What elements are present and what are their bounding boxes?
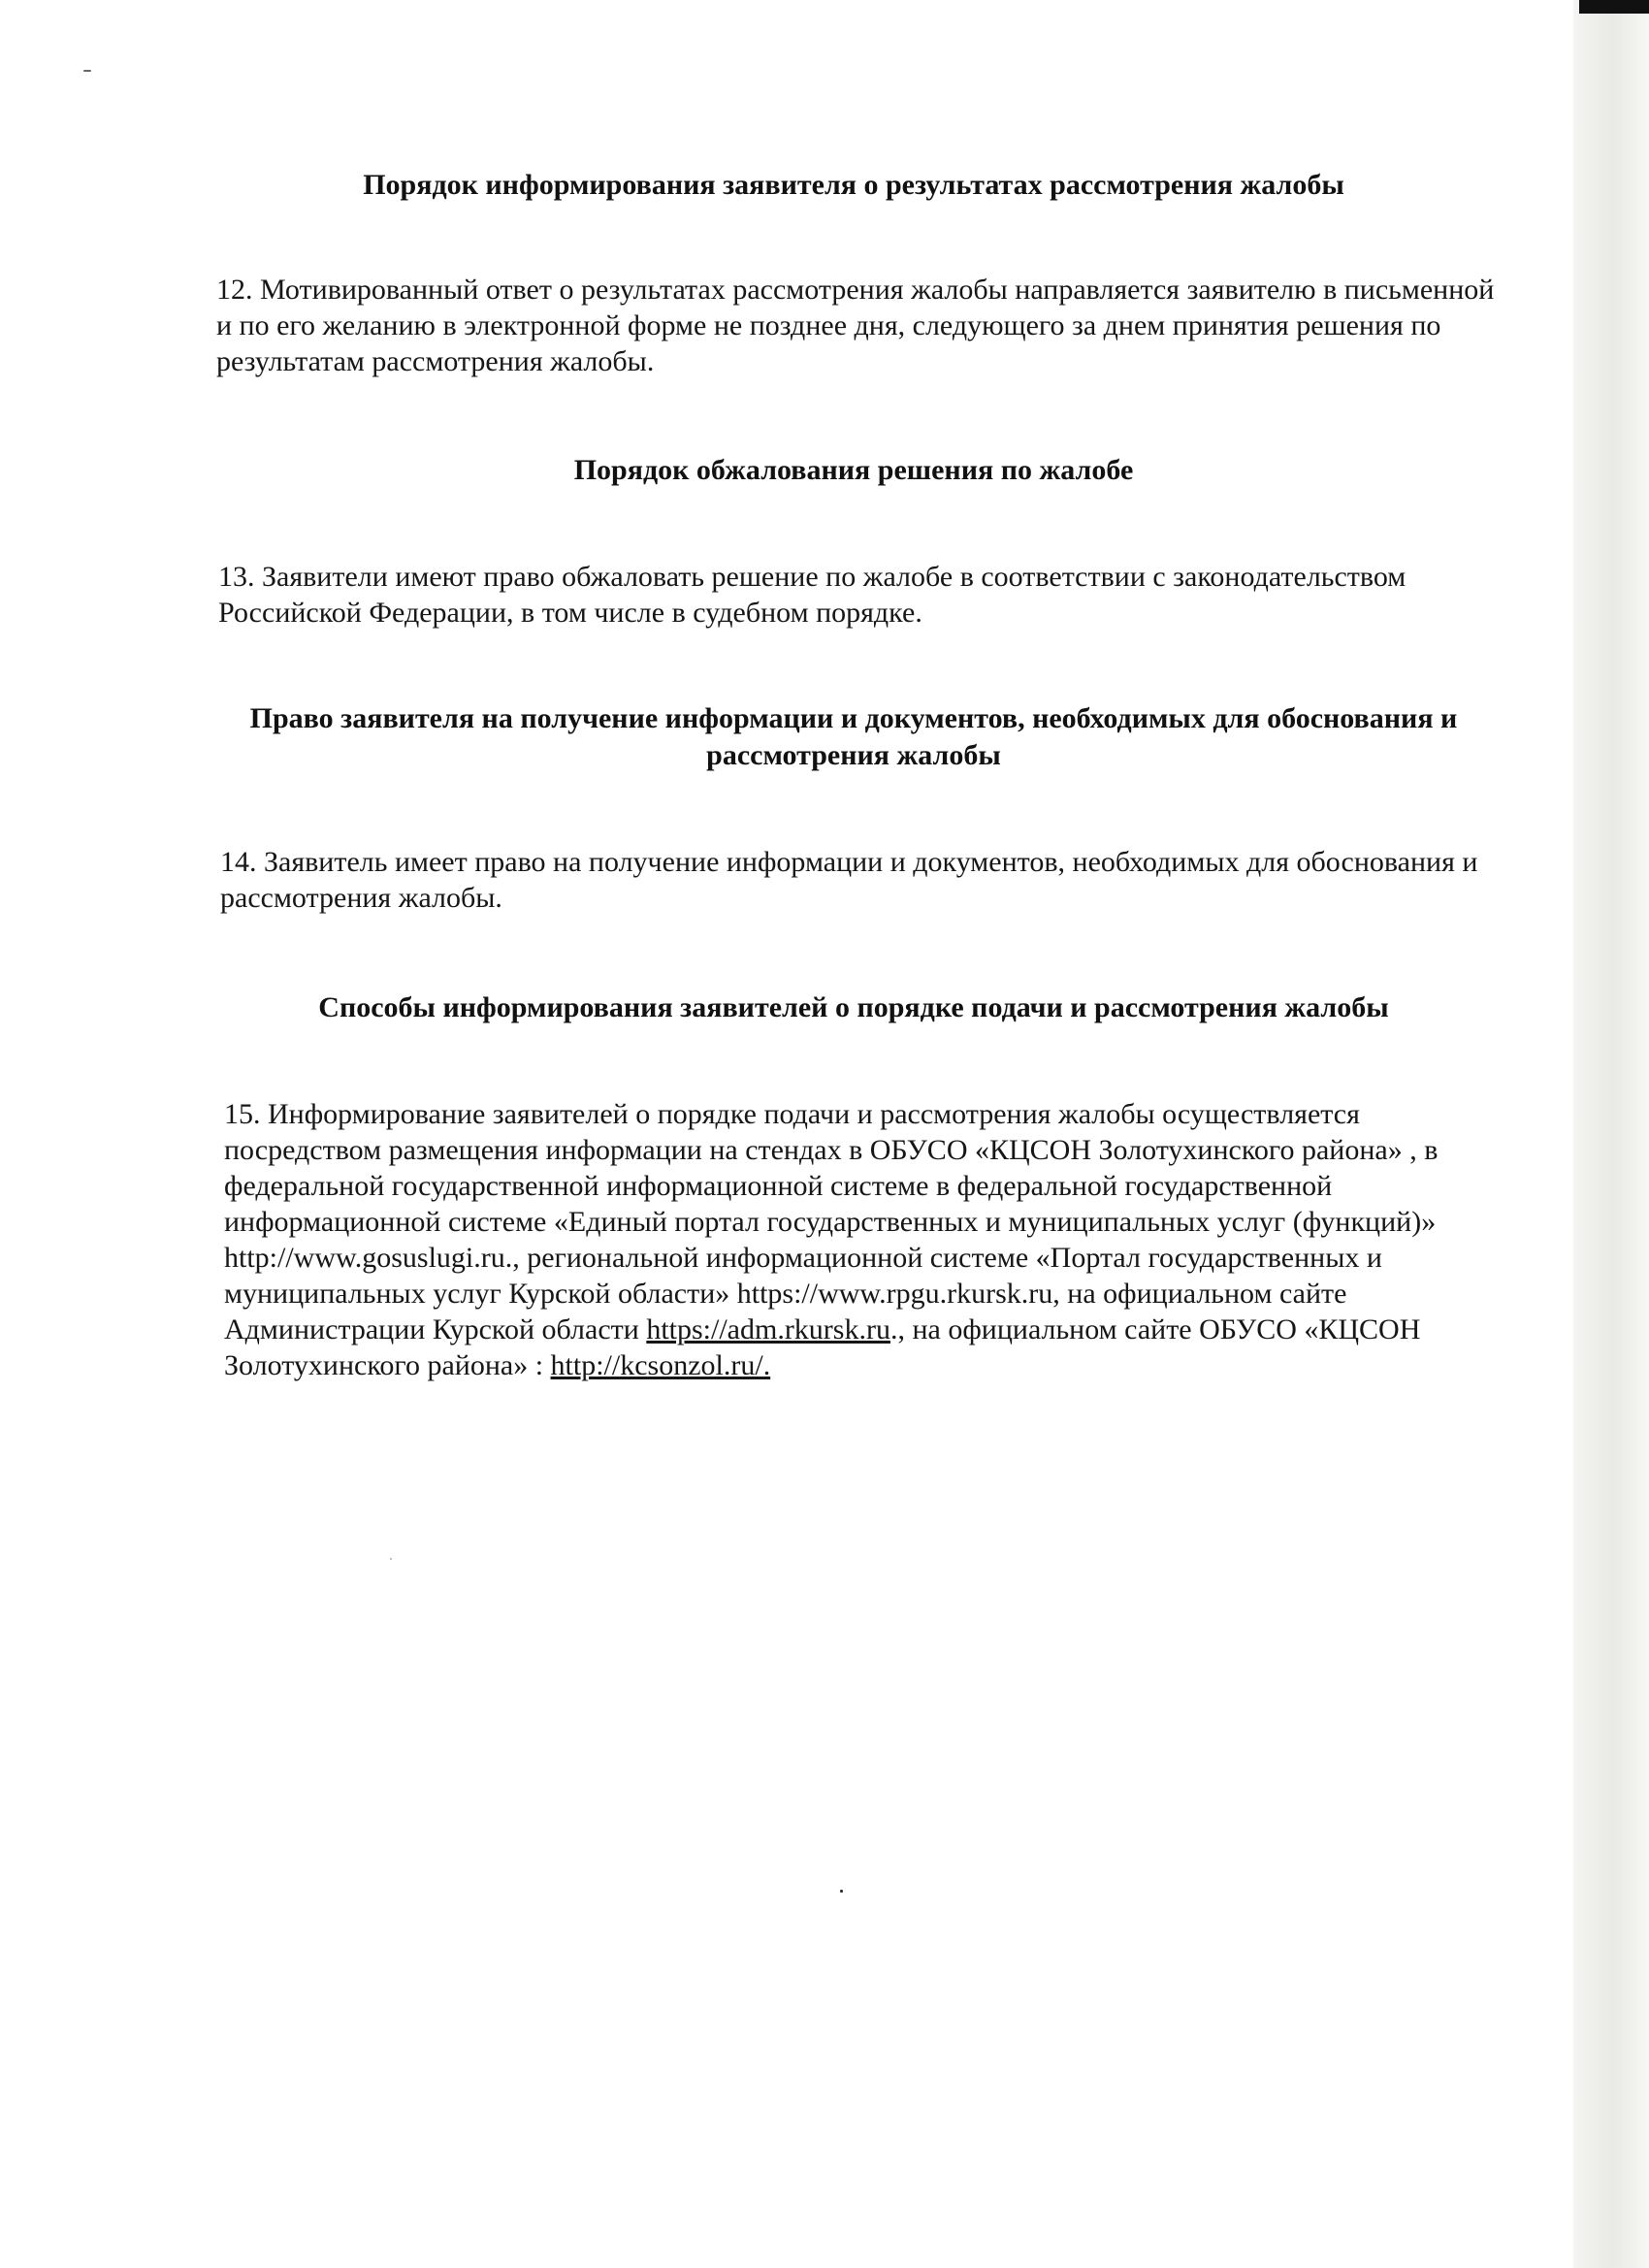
scan-speck xyxy=(83,70,91,72)
section-heading-informing-result: Порядок информирования заявителя о результатах рассмотрения жалобы xyxy=(363,169,1344,201)
scan-page-edge xyxy=(1573,0,1649,2268)
scan-dark-corner xyxy=(1579,0,1649,14)
scan-speck xyxy=(390,1558,392,1560)
section-heading-right-to-information: Право заявителя на получение информации и документов, необходимых для обоснования и рассмотрения жалобы xyxy=(249,702,1458,771)
scan-speck xyxy=(840,1890,843,1893)
section-heading-informing-methods: Способы информирования заявителей о порядке подачи и рассмотрения жалобы xyxy=(318,991,1389,1023)
paragraph-15-text: 15. Информирование заявителей о порядке подачи и рассмотрения жалобы осуществляется посредством размещения информации на стендах в ОБУСО «КЦСОН Золотухинского района» , в федеральной государственной информационной системе в федеральной государственной информационной системе «Единый портал государственных и муниципальных услуг (функций)» http://www.gosuslugi.ru., региональной информационной системе «Портал государственных и муниципальных услуг Курской области» https://www.rpgu.rkursk.ru, на официальном сайте Администрации Курской области xyxy=(224,1098,1439,1345)
paragraph-15-text-middle: ., на официальном сайте ОБУСО «КЦСОН Золотухинского района» : xyxy=(224,1313,1421,1381)
paragraph-14: 14. Заявитель имеет право на получение информации и документов, необходимых для обоснования и рассмотрения жалобы. xyxy=(220,846,1478,914)
adm-rkursk-link[interactable]: https://adm.rkursk.ru xyxy=(646,1313,890,1345)
paragraph-13: 13. Заявители имеют право обжаловать решение по жалобе в соответствии с законодательством Российской Федерации, в том числе в судебном порядке. xyxy=(218,561,1406,629)
section-heading-appeal-decision: Порядок обжалования решения по жалобе xyxy=(573,454,1134,486)
paragraph-15 xyxy=(224,1096,1524,1383)
kcsonzol-link[interactable]: http://kcsonzol.ru/. xyxy=(550,1349,771,1381)
paragraph-12: 12. Мотивированный ответ о результатах рассмотрения жалобы направляется заявителю в письменной и по его желанию в электронной форме не позднее дня, следующего за днем принятия решения по результатам рассмотрения жалобы. xyxy=(216,274,1495,377)
